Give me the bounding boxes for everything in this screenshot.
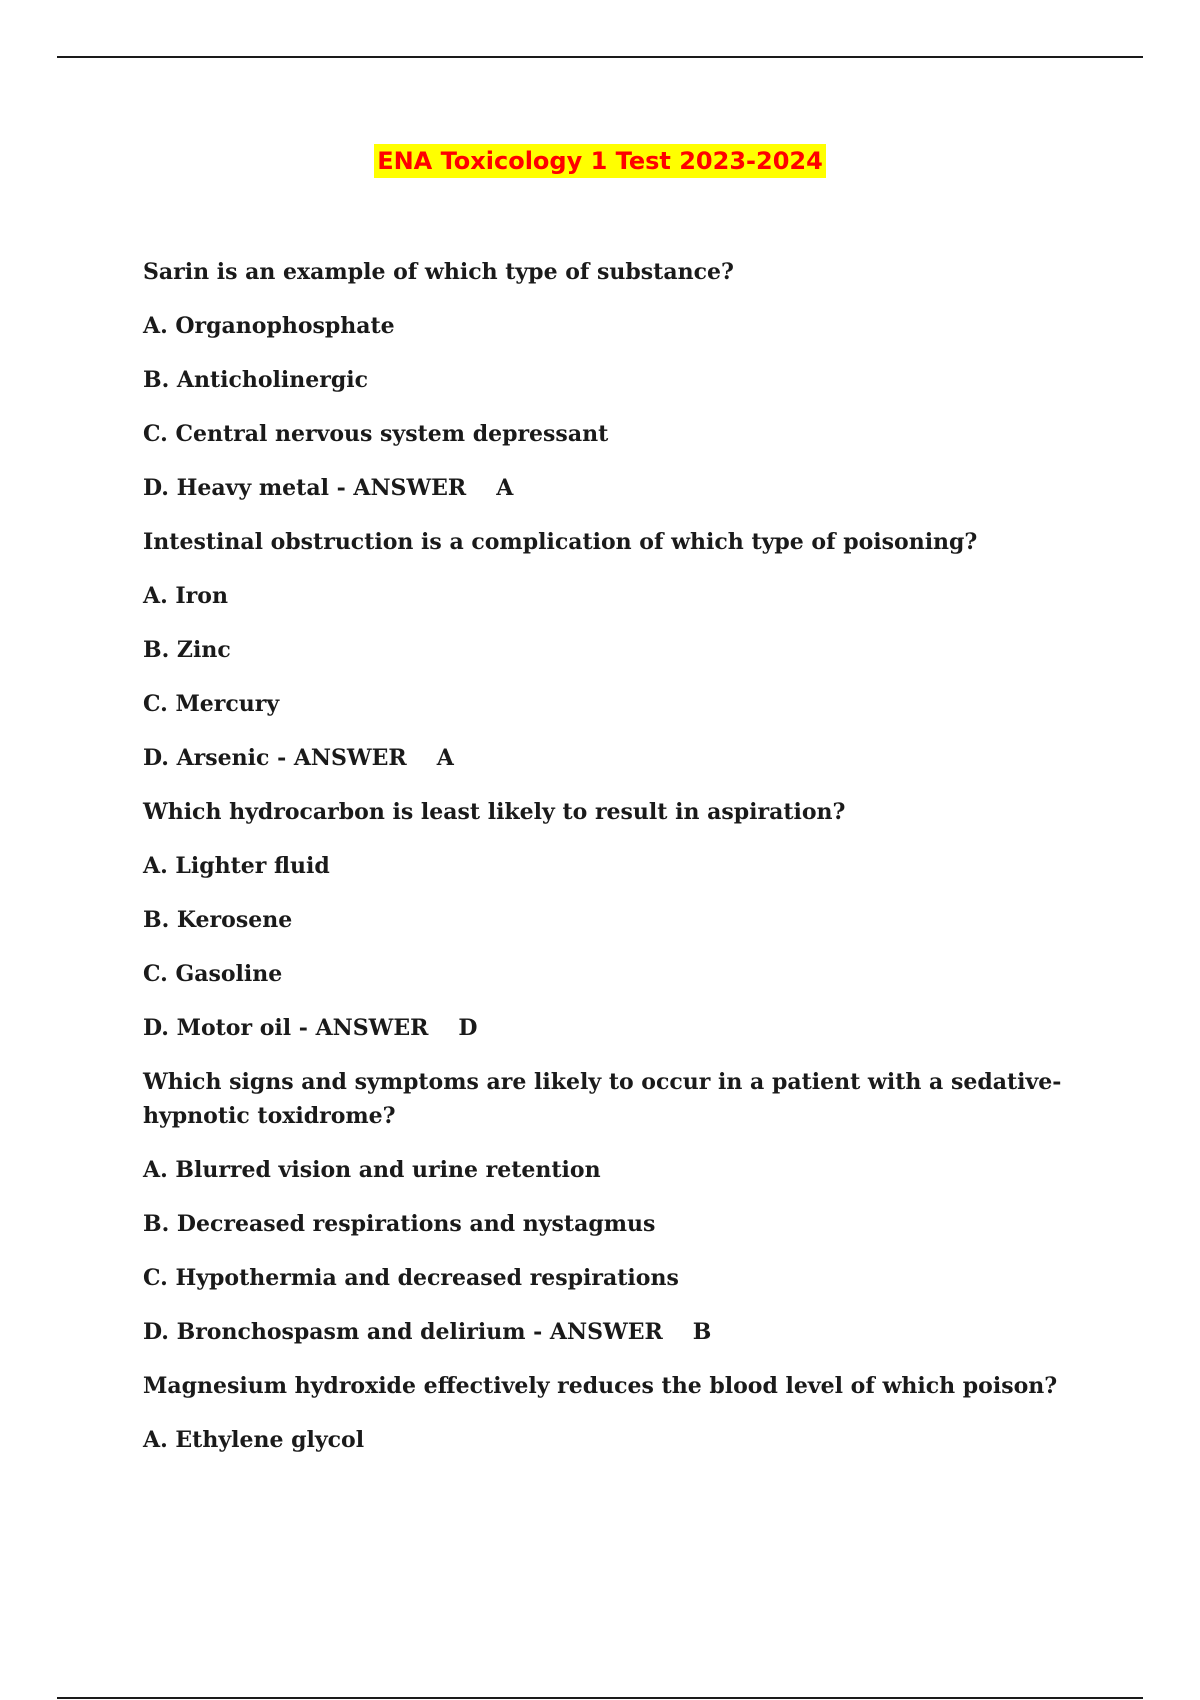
question-text: Which signs and symptoms are likely to occur in a patient with a sedative-hypnotic toxidrome? <box>143 1069 1062 1129</box>
top-rule <box>57 56 1143 58</box>
document-body <box>143 255 1103 1477</box>
question-text: Sarin is an example of which type of substance? <box>143 259 734 285</box>
option-d: D. Heavy metal - ANSWER <box>143 475 467 501</box>
option-b: B. Decreased respirations and nystagmus <box>143 1211 656 1237</box>
question-block-2 <box>143 525 1103 775</box>
option-b: B. Zinc <box>143 637 231 663</box>
answer-letter: D <box>458 1015 478 1041</box>
question-text: Intestinal obstruction is a complication of which type of poisoning? <box>143 529 978 555</box>
answer-letter: B <box>692 1319 712 1345</box>
option-d-with-answer <box>143 1315 1103 1349</box>
option-d: D. Arsenic - ANSWER <box>143 745 407 771</box>
bottom-rule <box>57 1697 1143 1699</box>
question-block-3 <box>143 795 1103 1045</box>
answer-letter: A <box>436 745 454 771</box>
option-c: C. Hypothermia and decreased respirations <box>143 1265 679 1291</box>
question-text: Which hydrocarbon is least likely to result in aspiration? <box>143 799 846 825</box>
question-text: Magnesium hydroxide effectively reduces the blood level of which poison? <box>143 1373 1058 1399</box>
option-d-with-answer <box>143 741 1103 775</box>
question-block-4 <box>143 1065 1103 1349</box>
option-d-with-answer <box>143 471 1103 505</box>
option-d-with-answer <box>143 1011 1103 1045</box>
answer-letter: A <box>496 475 514 501</box>
option-c: C. Gasoline <box>143 961 283 987</box>
option-a: A. Organophosphate <box>143 313 395 339</box>
option-d: D. Bronchospasm and delirium - ANSWER <box>143 1319 663 1345</box>
option-a: A. Lighter fluid <box>143 853 330 879</box>
question-block-1 <box>143 255 1103 505</box>
option-b: B. Anticholinergic <box>143 367 368 393</box>
option-a: A. Ethylene glycol <box>143 1427 365 1453</box>
option-c: C. Mercury <box>143 691 280 717</box>
option-b: B. Kerosene <box>143 907 293 933</box>
document-title: ENA Toxicology 1 Test 2023-2024 <box>374 144 826 178</box>
question-block-5 <box>143 1369 1103 1457</box>
option-a: A. Blurred vision and urine retention <box>143 1157 601 1183</box>
option-d: D. Motor oil - ANSWER <box>143 1015 429 1041</box>
option-a: A. Iron <box>143 583 228 609</box>
option-c: C. Central nervous system depressant <box>143 421 609 447</box>
title-container <box>0 144 1200 178</box>
